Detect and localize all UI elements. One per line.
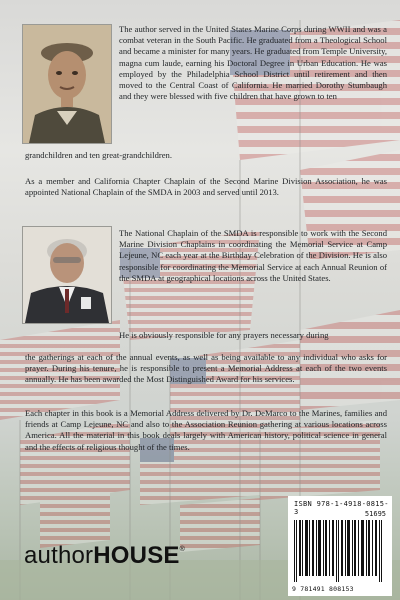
publisher-logo-house: HOUSE (93, 542, 180, 569)
author-portrait-photo (22, 24, 112, 144)
author-bio-paragraph: The author served in the United States Marine Corps during WWII and was a combat veteran in the South Pacific. He graduated from a Theological School and became a minister for many years. He graduated from Temple University, magna cum laude, earning his Doctoral Degree in Urban Education. He was employed by the Philadelphia School District until retirement and then moved to the Central Coast of California. He married Dorothy Stumbaugh and they were blessed with five children that have grown to ten (119, 24, 387, 102)
chaplain-appointment-paragraph: As a member and California Chapter Chaplain of the Second Marine Division Association, he was appointed National Chaplain of the SMDA in 2003 and served until 2013. (25, 176, 387, 198)
price-code: 51695 (364, 510, 386, 518)
isbn-label: ISBN 978-1-4918-0815-3 (294, 500, 389, 516)
isbn-barcode (288, 496, 392, 596)
prayers-paragraph-head: He is obviously responsible for any prayers necessary during (119, 330, 329, 340)
prayers-paragraph-tail: the gatherings at each of the annual events, as well as being available to any individual who asks for prayer. During his tenure, he is responsible to present a Memorial Address at each of the two events annually. He has been awarded the Most Distinguished Award for his services. (25, 352, 387, 385)
ean-digits: 9 781491 808153 (292, 585, 354, 593)
author-bio-paragraph-tail: grandchildren and ten great-grandchildren. (25, 150, 172, 160)
publisher-logo-author: author (24, 542, 94, 569)
author-recent-photo (22, 226, 112, 324)
registered-mark: ® (179, 546, 185, 553)
national-chaplain-paragraph: The National Chaplain of the SMDA is responsible to work with the Second Marine Division Chaplains in coordinating the Memorial Service at Camp Lejeune, NC each year at the Birthday Celebration of the Division. He is also responsible for coordinating the Memorial Service at each Annual Reunion of the SMDA at geographical locations across the United States. (119, 228, 387, 283)
book-summary-paragraph: Each chapter in this book is a Memorial Address delivered by Dr. DeMarco to the Marines, families and friends at Camp Lejeune, NC and also to the Association Reunion gathering at various locations across America. All the material in this book deals largely with American history, political science in general and the effects of religious thought of the times. (25, 408, 387, 452)
barcode-bars (294, 520, 386, 582)
publisher-logo (24, 542, 185, 570)
